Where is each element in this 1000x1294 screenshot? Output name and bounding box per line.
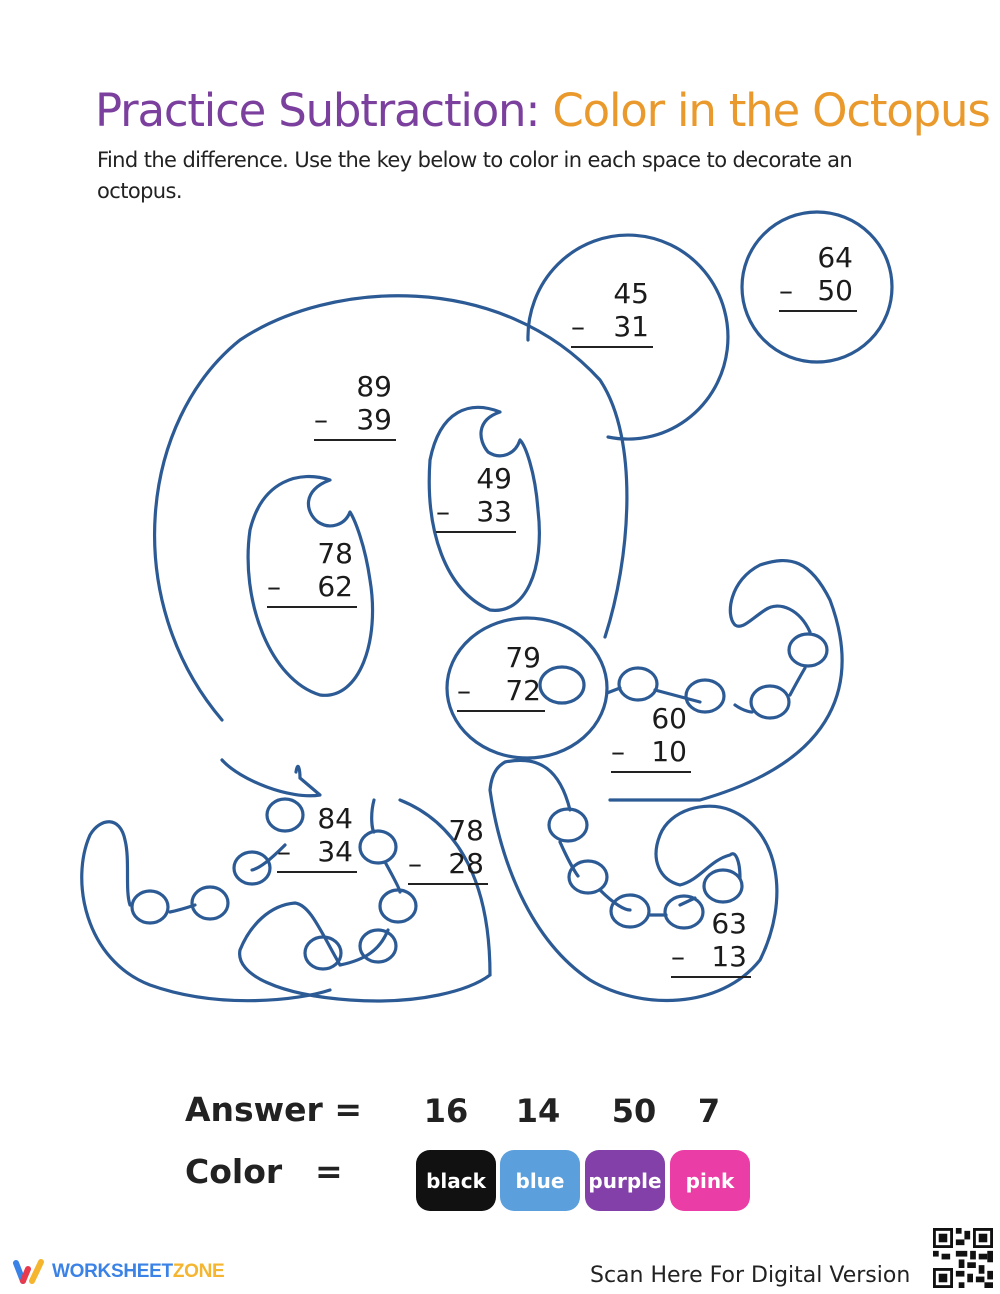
minus-sign: –	[436, 495, 450, 528]
instructions: Find the difference. Use the key below to color in each space to decorate an octopus.	[97, 148, 853, 203]
answer-line	[314, 439, 396, 441]
subtrahend: 50	[817, 274, 853, 307]
answer-line	[408, 883, 488, 885]
color-chip-purple: purple	[585, 1150, 665, 1211]
subtrahend: 72	[505, 674, 541, 707]
subtrahend: 13	[711, 940, 747, 973]
logo-w-icon	[12, 1258, 46, 1286]
problem-left-eye	[267, 537, 357, 608]
answer-line	[457, 710, 545, 712]
problem-bubble-large	[571, 277, 653, 348]
minus-sign: –	[571, 310, 585, 343]
answer-line	[436, 531, 516, 533]
subtrahend: 31	[613, 310, 649, 343]
subtrahend: 28	[448, 847, 484, 880]
minus-sign: –	[277, 835, 291, 868]
minuend: 89	[356, 370, 392, 403]
logo-word-worksheet: WORKSHEET	[52, 1261, 173, 1282]
answer-line	[571, 346, 653, 348]
minus-sign: –	[779, 274, 793, 307]
problem-bubble-small	[779, 241, 857, 312]
minuend: 78	[448, 814, 484, 847]
qr-code-icon[interactable]	[933, 1228, 993, 1288]
minus-sign: –	[671, 940, 685, 973]
subtrahend: 33	[476, 495, 512, 528]
head-shape	[155, 296, 627, 720]
problem-head	[314, 370, 396, 441]
answer-line	[267, 606, 357, 608]
answer-value: 50	[611, 1092, 657, 1130]
minuend: 79	[505, 641, 541, 674]
mouth-spot	[540, 667, 584, 703]
problem-right-eye	[436, 462, 516, 533]
minuend: 45	[613, 277, 649, 310]
problem-mouth	[457, 641, 545, 712]
worksheetzone-logo[interactable]	[12, 1258, 224, 1286]
minus-sign: –	[314, 403, 328, 436]
logo-word-zone: ZONE	[172, 1261, 225, 1282]
minus-sign: –	[408, 847, 422, 880]
answer-label: Answer =	[185, 1090, 362, 1129]
problem-left-tentacle	[277, 802, 357, 873]
problem-curl-tentacle	[671, 907, 751, 978]
problem-middle-tentacle	[408, 814, 488, 885]
minuend: 49	[476, 462, 512, 495]
subtrahend: 34	[317, 835, 353, 868]
answer-line	[671, 976, 751, 978]
answer-value: 14	[515, 1092, 561, 1130]
color-equals: =	[315, 1152, 343, 1191]
minuend: 64	[817, 241, 853, 274]
minus-sign: –	[267, 570, 281, 603]
left-tentacle-shape	[82, 760, 330, 1001]
color-chip-black: black	[416, 1150, 496, 1211]
answer-value: 7	[697, 1092, 721, 1130]
subtrahend: 62	[317, 570, 353, 603]
color-chip-blue: blue	[500, 1150, 580, 1211]
minuend: 63	[711, 907, 747, 940]
minus-sign: –	[611, 735, 625, 768]
minuend: 84	[317, 802, 353, 835]
minuend: 60	[651, 702, 687, 735]
problem-right-tentacle	[611, 702, 691, 773]
scan-text: Scan Here For Digital Version	[590, 1263, 911, 1288]
title-part-2: Color in the Octopus	[552, 84, 990, 137]
minus-sign: –	[457, 674, 471, 707]
minuend: 78	[317, 537, 353, 570]
answer-value: 16	[423, 1092, 469, 1130]
answer-line	[611, 771, 691, 773]
answer-line	[277, 871, 357, 873]
color-label: Color	[185, 1152, 283, 1191]
answer-line	[779, 310, 857, 312]
subtrahend: 39	[356, 403, 392, 436]
subtrahend: 10	[651, 735, 687, 768]
color-chip-pink: pink	[670, 1150, 750, 1211]
title-part-1: Practice Subtraction:	[95, 84, 540, 137]
